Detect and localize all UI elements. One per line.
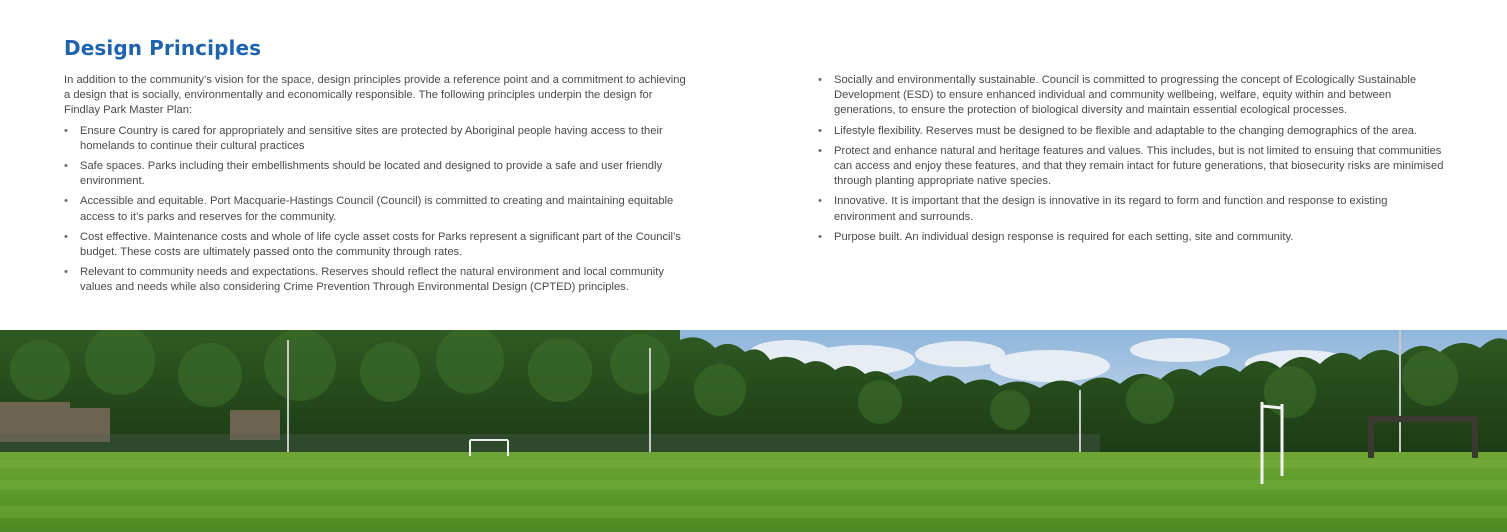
list-item-text: Lifestyle flexibility. Reserves must be designed to be flexible and adaptable to the changing demographics of the area. xyxy=(834,124,1418,137)
list-item-text: Cost effective. Maintenance costs and whole of life cycle asset costs for Parks represent a significant part of the Council’s budget. These costs are ultimately passed onto the community through rates. xyxy=(80,230,681,259)
page-title: Design Principles xyxy=(64,36,262,60)
list-item-text: Safe spaces. Parks including their embellishments should be located and designed to provide a safe and user friendly environment. xyxy=(80,160,663,188)
park-photo xyxy=(0,330,1507,532)
list-item-text: Relevant to community needs and expectations. Reserves should reflect the natural environment and local community values and needs while also considering Crime Prevention Through Environmental Design (CPTED) principles. xyxy=(80,266,664,294)
principles-list-right xyxy=(818,73,1448,245)
bullet-icon: • xyxy=(64,160,68,173)
bullet-icon: • xyxy=(818,230,822,243)
list-item-text: Accessible and equitable. Port Macquarie-Hastings Council (Council) is committed to creating and maintaining equitable access to it’s parks and reserves for the community. xyxy=(80,195,674,223)
principles-list-left xyxy=(64,124,686,296)
bullet-icon: • xyxy=(818,124,822,137)
bullet-icon: • xyxy=(64,195,68,208)
list-item xyxy=(64,124,686,154)
list-item-text: Socially and environmentally sustainable. Council is committed to progressing the concept of Ecologically Sustainable Development (ESD) to ensure enhanced individual and community wellbeing, welfare, equity within and between generations, to ensure the protection of biological diversity and maintain essential ecological processes. xyxy=(834,74,1417,117)
list-item xyxy=(818,194,1448,224)
list-item xyxy=(818,230,1448,245)
list-item xyxy=(64,230,686,260)
list-item-text: Innovative. It is important that the design is innovative in its regard to form and function and response to existing environment and surrounds. xyxy=(834,195,1388,223)
left-column xyxy=(64,73,686,301)
list-item-text: Protect and enhance natural and heritage features and values. This includes, but is not limited to ensuing that communities can access and enjoy these features, and that they remain intact for future generations, that biosecurity risks are minimised through planting appropriate native species. xyxy=(834,144,1444,188)
list-item xyxy=(64,159,686,189)
bullet-icon: • xyxy=(64,266,68,279)
list-item xyxy=(818,144,1448,190)
list-item-text: Purpose built. An individual design response is required for each setting, site and community. xyxy=(834,230,1294,243)
list-item-text: Ensure Country is cared for appropriately and sensitive sites are protected by Aboriginal people having access to their homelands to continue their cultural practices xyxy=(80,124,663,152)
list-item xyxy=(818,124,1448,139)
bullet-icon: • xyxy=(818,74,822,86)
list-item xyxy=(818,73,1448,119)
bullet-icon: • xyxy=(818,195,822,208)
bullet-icon: • xyxy=(64,230,68,243)
bullet-icon: • xyxy=(64,124,68,137)
bullet-icon: • xyxy=(818,144,822,157)
intro-paragraph: In addition to the community’s vision for the space, design principles provide a reference point and a commitment to achieving a design that is socially, environmentally and economically responsible. The following principles underpin the design for Findlay Park Master Plan: xyxy=(64,74,686,117)
list-item xyxy=(64,194,686,224)
right-column xyxy=(818,73,1448,250)
list-item xyxy=(64,265,686,295)
